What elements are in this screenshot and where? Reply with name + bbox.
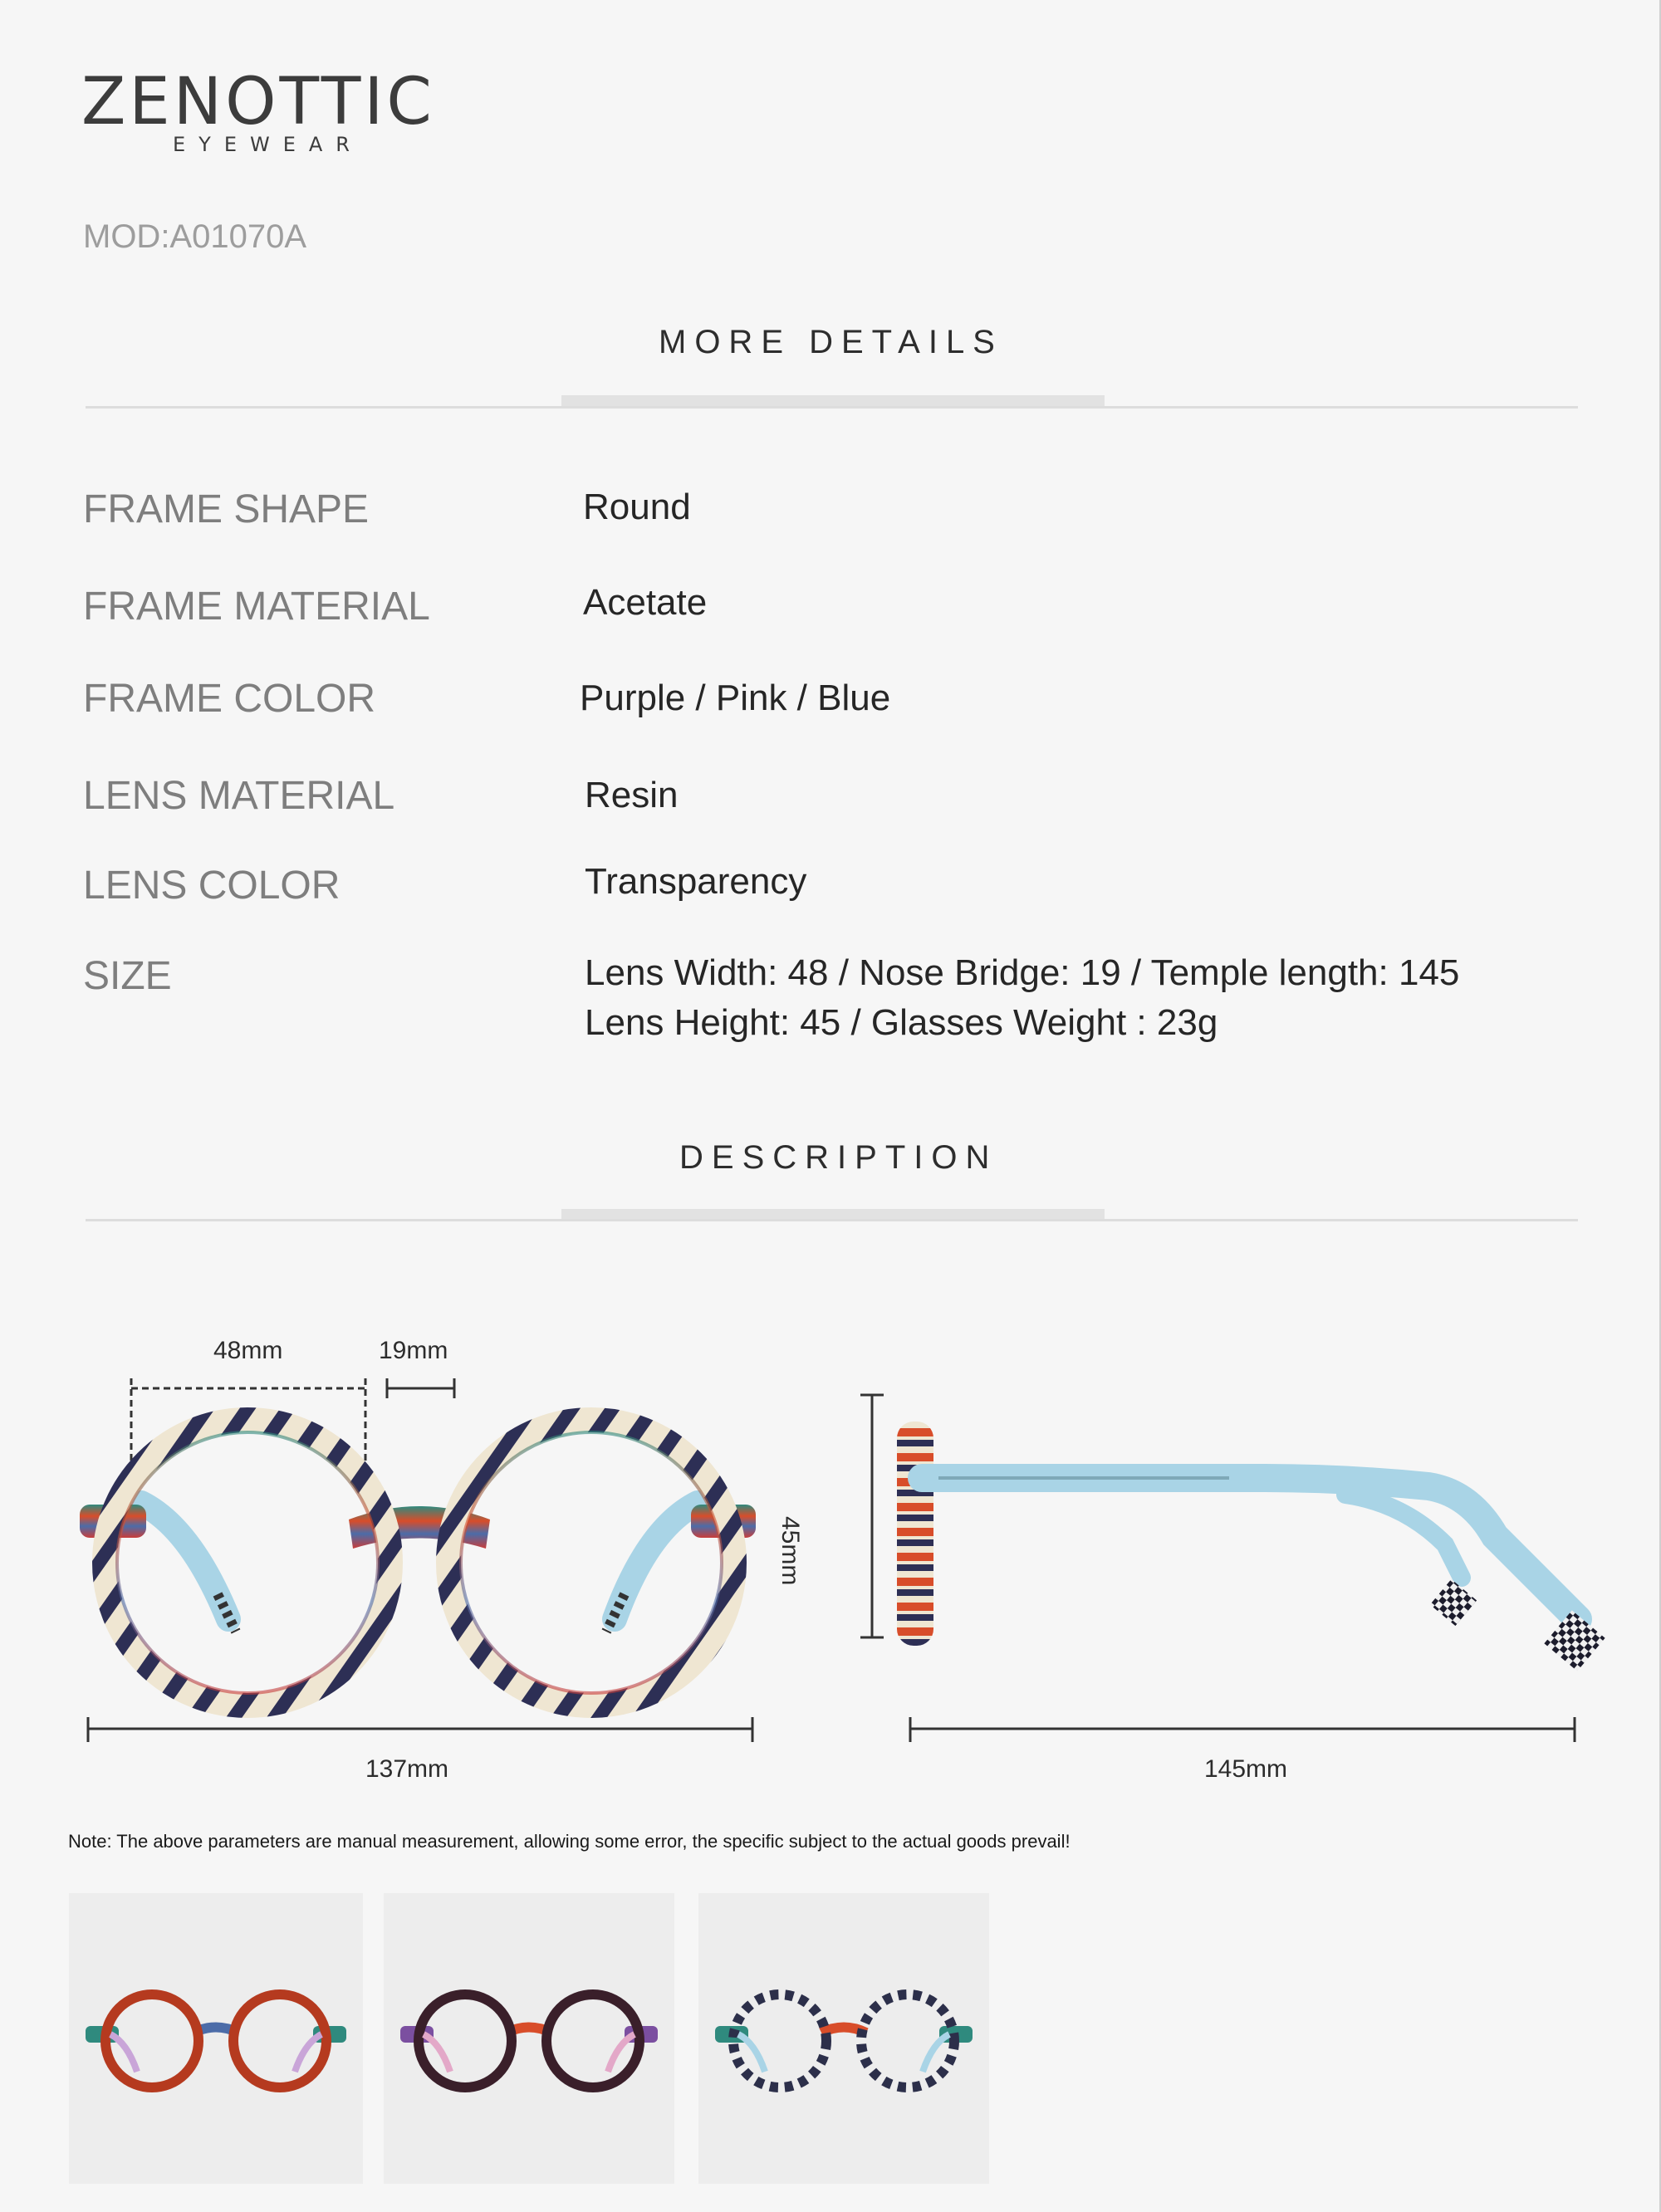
spec-value-lens-material: Resin [585,775,679,815]
right-rim [448,1420,734,1705]
spec-value-size-line2: Lens Height: 45 / Glasses Weight : 23g [585,1002,1218,1043]
total-width-dimension [88,1717,752,1742]
left-rim [105,1420,390,1705]
spec-value-lens-color: Transparency [585,861,807,902]
lens-width-label: 48mm [213,1337,283,1364]
section-underline [561,395,1105,407]
spec-value-frame-shape: Round [583,487,691,527]
spec-label-size: SIZE [83,954,172,998]
brand-logo: ZENOTTIC [81,65,435,139]
spec-value-frame-color: Purple / Pink / Blue [580,678,891,718]
description-title: DESCRIPTION [679,1139,998,1176]
total-width-label: 137mm [365,1755,449,1783]
measurement-note: Note: The above parameters are manual measurement, allowing some error, the specific subject to the actual goods prevail! [68,1831,1071,1852]
spec-label-lens-material: LENS MATERIAL [83,774,395,818]
color-variant-thumb-1[interactable] [69,1893,363,2184]
lens-height-label: 45mm [777,1516,804,1586]
brand-tagline: EYEWEAR [173,133,363,156]
temple-arm [922,1478,1578,1619]
variant-2-glasses [384,1893,674,2184]
spec-value-size: Lens Width: 48 / Nose Bridge: 19 / Temple length: 145 [585,952,1460,993]
model-number: MOD:A01070A [83,218,307,255]
temple-length-label: 145mm [1204,1755,1288,1783]
left-temple-tip [141,1503,236,1632]
spec-label-frame-shape: FRAME SHAPE [83,487,370,531]
temple-tip-small [1430,1579,1477,1626]
front-rim-profile [897,1422,933,1646]
more-details-title: MORE DETAILS [659,324,1003,360]
lens-height-dimension [860,1395,884,1637]
spec-label-frame-color: FRAME COLOR [83,677,376,721]
spec-label-lens-color: LENS COLOR [83,864,341,908]
spec-label-frame-material: FRAME MATERIAL [83,585,430,629]
right-temple-tip [606,1503,698,1632]
side-view-diagram [830,1378,1661,1760]
spec-value-frame-material: Acetate [583,582,708,623]
section-divider [86,1219,1578,1221]
color-variant-thumb-2[interactable] [384,1893,674,2184]
variant-3-glasses [698,1893,989,2184]
temple-dimension [910,1717,1575,1742]
section-divider [86,406,1578,409]
temple-tip-large [1544,1610,1605,1671]
variant-1-glasses [69,1893,363,2184]
bridge-width-label: 19mm [379,1337,448,1364]
front-view-diagram [0,1345,830,1760]
color-variant-thumb-3[interactable] [698,1893,989,2184]
bridge-dimension [387,1378,454,1398]
